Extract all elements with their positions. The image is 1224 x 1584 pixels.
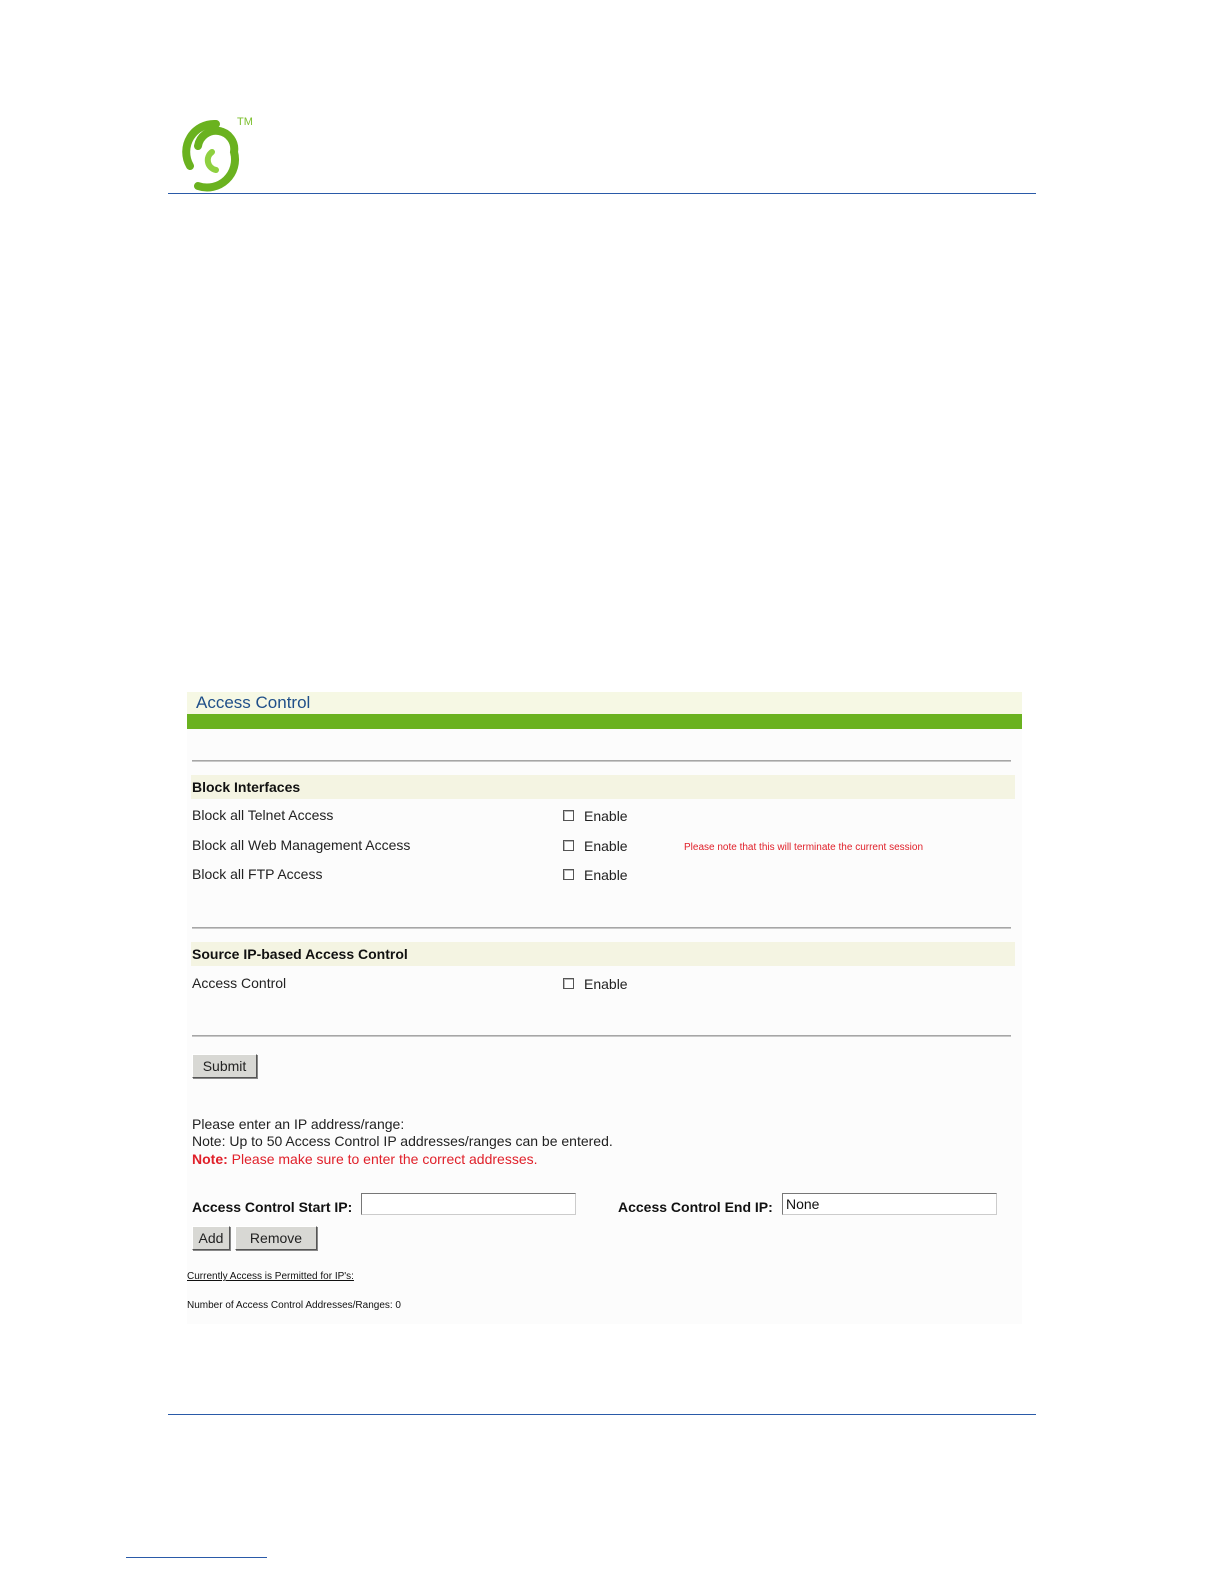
ftp-enable-label: Enable bbox=[584, 867, 628, 883]
access-control-enable-checkbox[interactable] bbox=[563, 978, 574, 989]
session-warning: Please note that this will terminate the current session bbox=[684, 842, 924, 853]
footer-rule bbox=[168, 1414, 1036, 1415]
telnet-label: Block all Telnet Access bbox=[192, 807, 334, 823]
permitted-ips-heading: Currently Access is Permitted for IP's: bbox=[187, 1271, 354, 1282]
telnet-enable-checkbox[interactable] bbox=[563, 810, 574, 821]
section-block-interfaces bbox=[191, 775, 1015, 799]
divider bbox=[192, 1035, 1011, 1037]
end-ip-label: Access Control End IP: bbox=[618, 1199, 773, 1215]
footer-underline bbox=[126, 1557, 267, 1558]
access-control-enable-label: Enable bbox=[584, 976, 628, 992]
start-ip-label: Access Control Start IP: bbox=[192, 1199, 353, 1215]
remove-button[interactable]: Remove bbox=[235, 1226, 317, 1250]
limit-note: Note: Up to 50 Access Control IP addresses/ranges can be entered. bbox=[192, 1133, 613, 1149]
title-bar bbox=[187, 692, 1022, 714]
web-mgmt-label: Block all Web Management Access bbox=[192, 837, 411, 853]
add-button[interactable]: Add bbox=[192, 1226, 230, 1250]
end-ip-input[interactable] bbox=[782, 1193, 997, 1215]
address-count: Number of Access Control Addresses/Ranges: 0 bbox=[187, 1300, 401, 1311]
divider bbox=[192, 927, 1011, 929]
web-mgmt-enable-checkbox[interactable] bbox=[563, 840, 574, 851]
divider bbox=[192, 760, 1011, 762]
note-text: Please make sure to enter the correct addresses. bbox=[227, 1151, 538, 1167]
instruction-line: Please enter an IP address/range: bbox=[192, 1116, 405, 1132]
web-mgmt-enable-label: Enable bbox=[584, 838, 628, 854]
section-heading: Block Interfaces bbox=[192, 779, 301, 795]
note-prefix: Note: bbox=[192, 1151, 228, 1167]
page-title: Access Control bbox=[196, 693, 311, 712]
submit-button[interactable]: Submit bbox=[192, 1054, 257, 1078]
section-heading: Source IP-based Access Control bbox=[192, 946, 408, 962]
trademark-mark: TM bbox=[237, 116, 253, 128]
access-control-label: Access Control bbox=[192, 975, 287, 991]
ftp-enable-checkbox[interactable] bbox=[563, 869, 574, 880]
address-warning bbox=[192, 1151, 538, 1167]
start-ip-input[interactable] bbox=[361, 1193, 576, 1215]
header-rule bbox=[168, 193, 1036, 194]
section-source-ip bbox=[191, 942, 1015, 966]
ftp-label: Block all FTP Access bbox=[192, 866, 323, 882]
title-accent-bar bbox=[187, 714, 1022, 729]
access-control-panel bbox=[187, 692, 1022, 1324]
telnet-enable-label: Enable bbox=[584, 808, 628, 824]
